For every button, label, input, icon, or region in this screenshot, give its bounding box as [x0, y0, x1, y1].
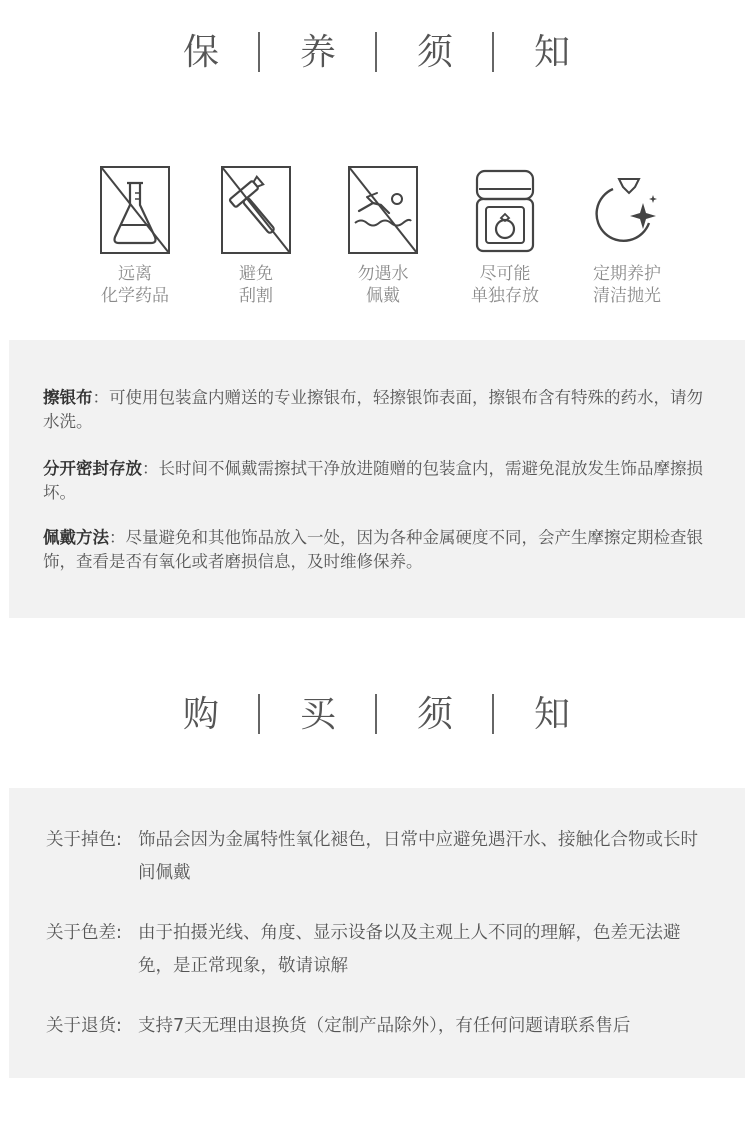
care-icons-row	[0, 165, 750, 325]
no-swimming-water-icon	[323, 165, 443, 255]
care-icon-label: 刮割	[239, 286, 273, 306]
buy-note-label: 关于色差:	[46, 923, 122, 943]
care-tip-sep: ：	[92, 388, 109, 407]
care-tip-item	[43, 457, 703, 505]
heading-divider	[492, 32, 494, 72]
heading-divider	[375, 694, 377, 734]
heading-divider	[492, 694, 494, 734]
ring-sparkle-icon	[567, 165, 687, 255]
care-icon-label: 勿遇水	[357, 264, 409, 284]
care-tip-text: 可使用包装盒内赠送的专业擦银布，轻擦银饰表面，擦银布含有特殊的药水，请勿水洗。	[43, 388, 703, 431]
care-heading-char: 保	[182, 32, 219, 73]
buy-heading-char: 买	[299, 694, 336, 735]
care-heading-char: 知	[533, 32, 570, 73]
care-tip-term: 擦银布	[43, 388, 93, 407]
care-tip-term: 佩戴方法	[43, 528, 109, 547]
care-tip-item	[43, 526, 703, 574]
care-icon-label: 避免	[239, 264, 273, 284]
heading-divider	[258, 32, 260, 72]
no-hammer-scratch-icon	[196, 165, 316, 255]
buy-note-text: 支持7天无理由退换货（定制产品除外），有任何问题请联系售后	[138, 1016, 631, 1036]
heading-divider	[375, 32, 377, 72]
care-icon-label: 远离	[118, 264, 152, 284]
care-icon-label: 尽可能	[479, 264, 531, 284]
buy-note-text: 由于拍摄光线、角度、显示设备以及主观上人不同的理解，色差无法避免，是正常现象，敬请谅解	[138, 923, 681, 976]
care-heading	[0, 28, 750, 78]
buy-heading-char: 须	[416, 694, 453, 735]
buy-note-text: 饰品会因为金属特性氧化褪色，日常中应避免遇汗水、接触化合物或长时间佩戴	[138, 830, 698, 883]
buy-note-label: 关于退货:	[46, 1016, 122, 1036]
care-icon-label: 单独存放	[471, 286, 539, 306]
care-icon-item	[567, 165, 687, 307]
buy-note-item	[46, 824, 706, 890]
care-tip-sep: ：	[142, 459, 159, 478]
care-heading-char: 须	[416, 32, 453, 73]
buy-note-label: 关于掉色:	[46, 830, 122, 850]
no-chemical-flask-icon	[75, 165, 195, 255]
buy-heading-char: 购	[182, 694, 219, 735]
care-icon-label: 定期养护	[593, 264, 661, 284]
care-icon-item	[323, 165, 443, 307]
care-icon-label: 佩戴	[366, 286, 400, 306]
care-icon-label: 化学药品	[101, 286, 169, 306]
care-icon-item	[75, 165, 195, 307]
buy-note-item	[46, 1010, 706, 1043]
buy-heading-char: 知	[533, 694, 570, 735]
care-tip-term: 分开密封存放	[43, 459, 142, 478]
care-tip-text: 长时间不佩戴需擦拭干净放进随赠的包装盒内，需避免混放发生饰品摩擦损坏。	[43, 459, 703, 502]
care-icon-item	[196, 165, 316, 307]
buy-note-item	[46, 917, 706, 983]
heading-divider	[258, 694, 260, 734]
care-tip-text: 尽量避免和其他饰品放入一处，因为各种金属硬度不同，会产生摩擦定期检查银饰，查看是否有氧化或者磨损信息，及时维修保养。	[43, 528, 703, 571]
care-heading-char: 养	[299, 32, 336, 73]
care-tip-sep: ：	[109, 528, 126, 547]
buy-heading	[0, 690, 750, 740]
care-icon-label: 清洁抛光	[593, 286, 661, 306]
care-icon-item	[445, 165, 565, 307]
care-tip-item	[43, 386, 703, 434]
ring-box-icon	[445, 165, 565, 255]
